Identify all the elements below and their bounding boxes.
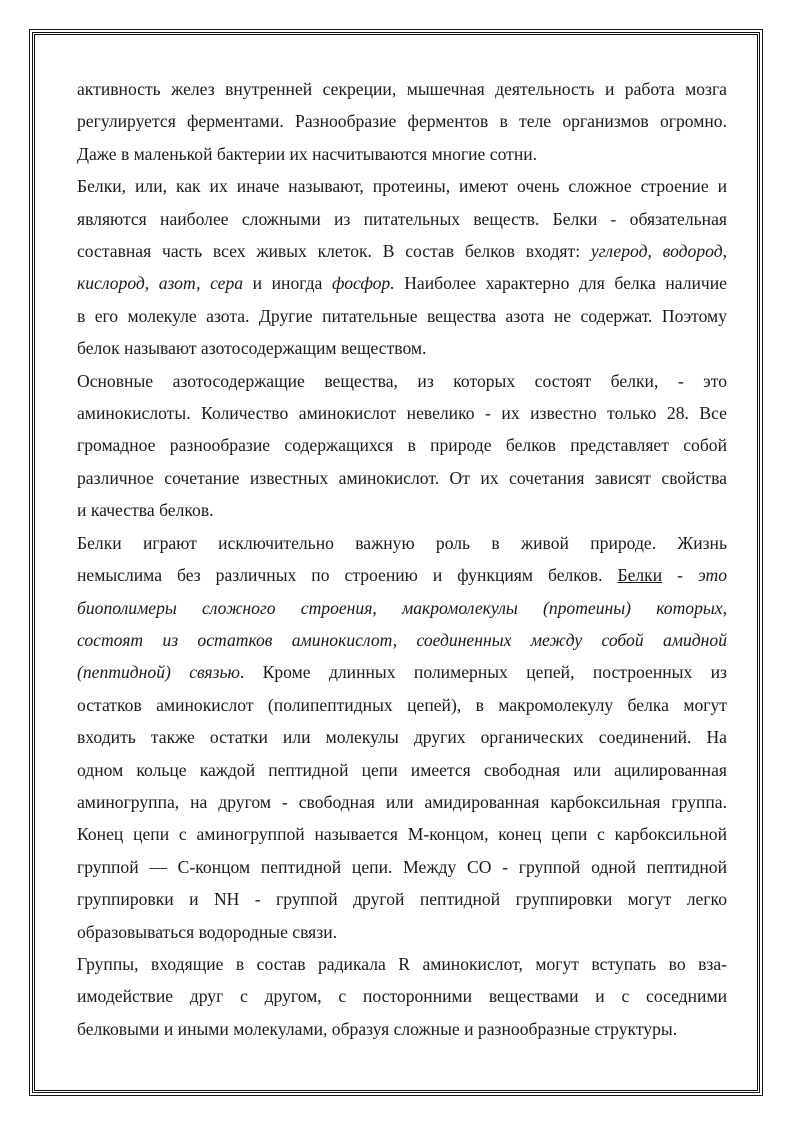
paragraph: [77, 948, 727, 1045]
text-line: [77, 105, 727, 137]
text-run: Даже в маленькой бактерии их насчитываются многие сотни.: [77, 143, 538, 164]
text-run: имодействие друг с другом, с посторонними веществами и с соседними: [77, 986, 727, 1007]
italic-text: биополимеры сложного строения, макромолекулы (протеины) которых,: [77, 597, 727, 618]
text-line: [77, 980, 727, 1012]
text-run: в его молекуле азота. Другие питательные вещества азота не содержат. Поэтому: [77, 305, 727, 326]
italic-text: - это: [662, 565, 727, 586]
text-run: аминокислоты. Количество аминокислот невелико - их известно только 28. Все: [77, 403, 727, 424]
text-run: Основные азотосодержащие вещества, из которых состоят белки, - это: [77, 370, 727, 391]
text-line: [77, 365, 727, 397]
text-run: Белки, или, как их иначе называют, протеины, имеют очень сложное строение и: [77, 176, 727, 197]
text-run: белок называют азотосодержащим веществом.: [77, 338, 427, 359]
text-run: и качества белков.: [77, 500, 214, 521]
text-run: образовываться водородные связи.: [77, 921, 338, 942]
text-line: [77, 948, 727, 980]
text-run: составная часть всех живых клеток. В состав белков входят:: [77, 241, 591, 262]
text-run: различное сочетание известных аминокислот. От их сочетания зависят свойства: [77, 467, 727, 488]
text-run: являются наиболее сложными из питательных веществ. Белки - обязательная: [77, 208, 727, 229]
paragraph: [77, 527, 727, 948]
text-line: [77, 656, 727, 688]
text-line: [77, 818, 727, 850]
text-run: Группы, входящие в состав радикала R аминокислот, могут вступать во вза-: [77, 953, 727, 974]
text-line: [77, 1013, 727, 1045]
text-run: группировки и NH - группой другой пептидной группировки могут легко: [77, 889, 727, 910]
text-run: остатков аминокислот (полипептидных цепей), в макромолекулу белка могут: [77, 694, 727, 715]
text-run: входить также остатки или молекулы других органических соединений. На: [77, 727, 727, 748]
text-line: [77, 73, 727, 105]
text-line: [77, 559, 727, 591]
text-run: Наиболее характерно для белка наличие: [394, 273, 727, 294]
text-line: [77, 429, 727, 461]
text-run: активность желез внутренней секреции, мышечная деятельность и работа мозга: [77, 79, 727, 99]
italic-text: углерод, водород,: [590, 241, 728, 262]
text-line: [77, 462, 727, 494]
text-line: [77, 203, 727, 235]
paragraph: [77, 73, 727, 170]
text-run: Белки играют исключительно важную роль в живой природе. Жизнь: [77, 532, 727, 553]
italic-text: (пептидной) связью: [77, 662, 240, 683]
italic-text: кислород, азот, сера: [77, 273, 244, 294]
text-line: [77, 170, 727, 202]
text-line: [77, 851, 727, 883]
text-line: [77, 300, 727, 332]
text-run: группой — С-концом пептидной цепи. Между СО - группой одной пептидной: [77, 856, 727, 877]
underlined-term: Белки: [617, 565, 663, 586]
text-line: [77, 235, 727, 267]
text-run: Конец цепи с аминогруппой называется М-концом, конец цепи с карбоксильной: [77, 824, 727, 845]
italic-text: фосфор.: [331, 273, 395, 294]
text-line: [77, 332, 727, 364]
text-line: [77, 138, 727, 170]
text-line: [77, 624, 727, 656]
italic-text: состоят из остатков аминокислот, соединенных между собой амидной: [77, 629, 727, 650]
text-line: [77, 494, 727, 526]
text-run: регулируется ферментами. Разнообразие ферментов в теле организмов огромно.: [77, 111, 727, 132]
text-line: [77, 916, 727, 948]
text-run: и иногда: [243, 273, 332, 294]
text-run: громадное разнообразие содержащихся в природе белков представляет собой: [77, 435, 727, 456]
text-run: аминогруппа, на другом - свободная или амидированная карбоксильная группа.: [77, 791, 727, 812]
text-run: белковыми и иными молекулами, образуя сложные и разнообразные структуры.: [77, 1018, 678, 1039]
document-body: [77, 73, 727, 1045]
paragraph: [77, 170, 727, 364]
text-run: одном кольце каждой пептидной цепи имеется свободная или ацилированная: [77, 759, 727, 780]
text-line: [77, 883, 727, 915]
text-line: [77, 786, 727, 818]
text-line: [77, 592, 727, 624]
text-run: . Кроме длинных полимерных цепей, построенных из: [239, 662, 728, 683]
text-line: [77, 397, 727, 429]
text-line: [77, 754, 727, 786]
text-line: [77, 689, 727, 721]
text-line: [77, 267, 727, 299]
text-run: немыслима без различных по строению и функциям белков.: [77, 565, 618, 586]
text-line: [77, 721, 727, 753]
paragraph: [77, 365, 727, 527]
text-line: [77, 527, 727, 559]
